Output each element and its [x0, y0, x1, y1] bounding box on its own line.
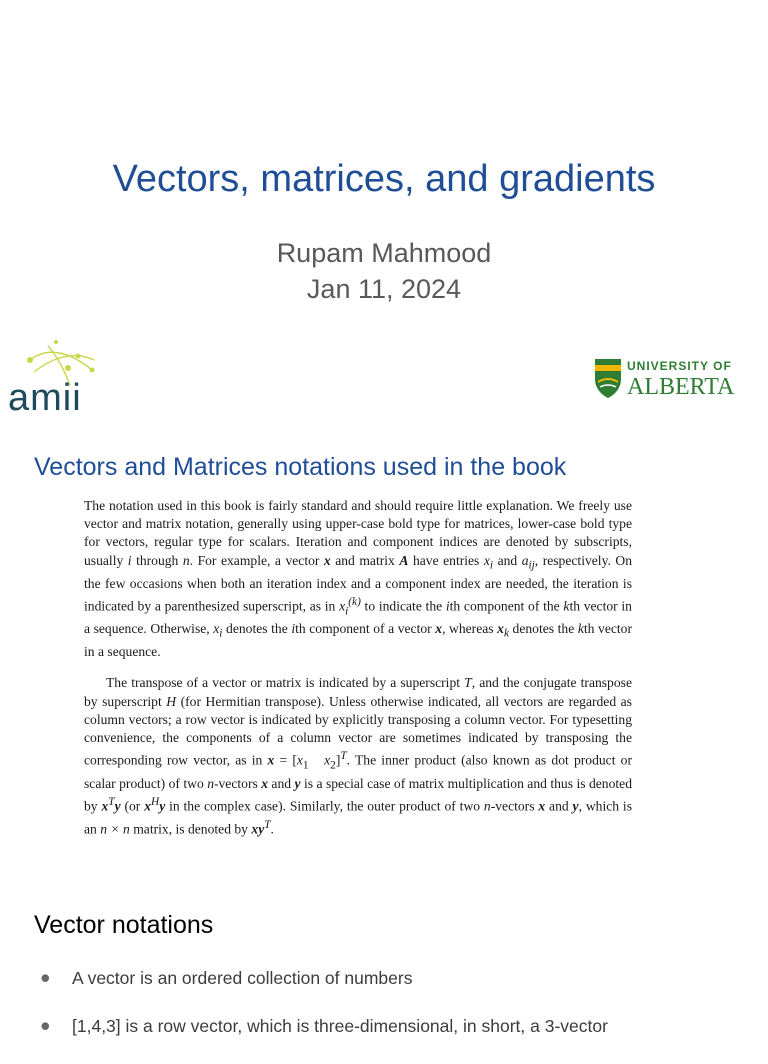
text: denotes the	[508, 621, 578, 637]
math: a	[521, 552, 529, 568]
math-vector: x	[323, 552, 331, 568]
math-vector: y	[572, 798, 579, 814]
math-matrix: A	[399, 552, 409, 568]
math-vector: xy	[251, 821, 265, 837]
math: n × n	[100, 821, 130, 837]
math-sub: i	[489, 559, 494, 572]
book-paragraph-1	[84, 497, 632, 661]
text: . The inner product (also known as dot product or scalar product) of two	[84, 752, 632, 791]
math: n	[483, 798, 491, 814]
section-heading-notations: Vectors and Matrices notations used in the book	[34, 453, 567, 481]
text: The transpose of a vector or matrix is indicated by a superscript	[106, 675, 465, 691]
text: (for Hermitian transpose). Unless otherwise indicated, all vectors are regarded as column vectors; a row vector is indicated by explicitly transposing a column vector. For typesetting convenience, the components of a column vector are sometimes indicated by transposing the corresponding row vector, as in	[84, 693, 632, 768]
math-sub: 1	[302, 759, 309, 772]
math-vector: x	[144, 798, 151, 814]
math: x	[296, 752, 303, 768]
svg-text:ALBERTA: ALBERTA	[627, 374, 735, 400]
math-sub: i	[345, 604, 349, 617]
math-sub: 2	[330, 759, 336, 772]
math-sup: T	[108, 795, 115, 808]
math-sub: i	[219, 627, 223, 640]
svg-text:amii: amii	[8, 377, 82, 414]
math-sup: H	[151, 795, 160, 808]
math: k	[563, 598, 570, 614]
author-block	[0, 235, 768, 307]
bullet-list	[34, 968, 754, 1064]
text: th component of the	[449, 598, 564, 614]
text: and	[493, 552, 522, 568]
book-excerpt	[84, 497, 632, 838]
math-sub: k	[503, 627, 509, 640]
math-vector: y	[159, 798, 166, 814]
list-item	[34, 1016, 754, 1064]
text: , which is an	[84, 798, 632, 837]
math-vector: x	[497, 621, 504, 637]
math-vector: y	[114, 798, 121, 814]
bullet-dot-icon: ●	[40, 1015, 51, 1035]
math: x	[483, 552, 490, 568]
university-of-alberta-logo	[592, 356, 752, 400]
text: (or	[120, 798, 145, 814]
math: H	[166, 693, 177, 709]
math-vector: x	[101, 798, 109, 814]
list-item	[34, 968, 754, 1016]
text: matrix, is denoted by	[129, 821, 252, 837]
svg-text:UNIVERSITY OF: UNIVERSITY OF	[627, 359, 732, 373]
math: n	[182, 552, 190, 568]
math: T	[464, 675, 472, 691]
section-heading-vector-notations: Vector notations	[34, 911, 214, 939]
text: -vectors	[213, 775, 262, 791]
math-vector: y	[294, 775, 301, 791]
text: have entries	[408, 552, 484, 568]
math: n	[207, 775, 214, 791]
math: x	[324, 752, 331, 768]
text: in the complex case). Similarly, the outer product of two	[165, 798, 484, 814]
text: The notation used in this book is fairly standard and should require little explanation. We freely use vector and matrix notation, generally using upper-case bold type for matrices, lower-case bold type for vectors, regular type for scalars. Iteration and component indices are denoted by subscripts, usually	[84, 498, 632, 568]
text: and matrix	[330, 552, 400, 568]
math: = [	[274, 752, 297, 768]
text: th component of a vector	[295, 621, 436, 637]
slide-title: Vectors, matrices, and gradients	[112, 158, 656, 200]
text: th vector in a sequence.	[84, 621, 633, 660]
text: is a special case of matrix multiplication and thus is denoted by	[84, 775, 632, 814]
presentation-date: Jan 11, 2024	[306, 274, 462, 304]
bullet-dot-icon: ●	[40, 967, 51, 987]
math: i	[291, 621, 296, 637]
math-vector: x	[267, 752, 275, 768]
text: , whereas	[442, 621, 498, 637]
math-vector: x	[435, 621, 443, 637]
text: to indicate the	[360, 598, 446, 614]
math: i	[127, 552, 132, 568]
list-item-text: [1,4,3] is a row vector, which is three-dimensional, in short, a 3-vector	[72, 1016, 608, 1036]
math: ]	[335, 752, 341, 768]
math-sup: T	[340, 750, 347, 763]
math: k	[577, 621, 584, 637]
text: through	[131, 552, 183, 568]
math-vector: x	[261, 775, 268, 791]
author-name: Rupam Mahmood	[276, 238, 492, 268]
text: -vectors	[490, 798, 539, 814]
math-vector: x	[538, 798, 546, 814]
text: denotes the	[222, 621, 292, 637]
text: and	[268, 775, 295, 791]
text: .	[270, 821, 274, 837]
math-sup: T	[264, 818, 271, 831]
math: x	[213, 621, 220, 637]
text: . For example, a vector	[189, 552, 324, 568]
math: x	[339, 598, 346, 614]
text: th vector in a sequence. Otherwise,	[84, 598, 632, 637]
book-paragraph-2	[84, 674, 632, 838]
text: , and the conjugate transpose by superscript	[84, 675, 632, 709]
text: and	[545, 798, 573, 814]
amii-logo	[8, 338, 108, 414]
text: , respectively. On the few occasions when both an iteration index and a component index are needed, the iteration is indicated by a parenthesized superscript, as in	[84, 552, 633, 614]
list-item-text: A vector is an ordered collection of numbers	[72, 968, 413, 988]
math-sub: ij	[528, 559, 535, 572]
math-sup: (k)	[348, 595, 361, 608]
math: i	[445, 598, 450, 614]
